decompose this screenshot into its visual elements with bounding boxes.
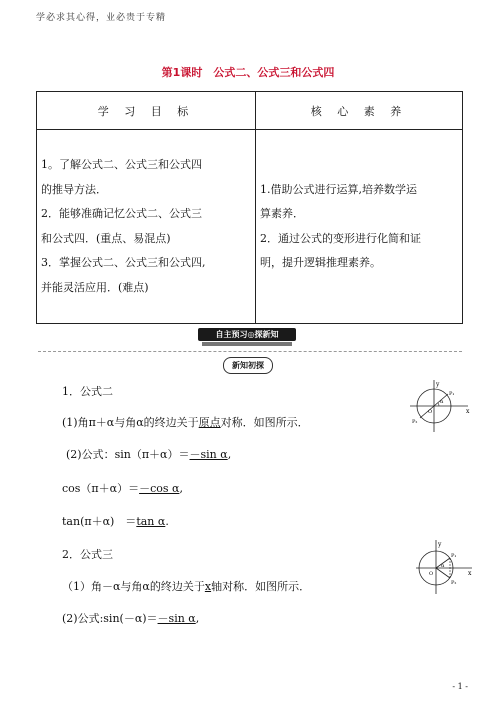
goal-line: 的推导方法． bbox=[41, 182, 107, 196]
lesson-title: 第1课时 公式二、公式三和公式四 bbox=[161, 66, 335, 79]
banner-label: 自主预习◎探新知 bbox=[198, 328, 296, 341]
answer-blank: －cos α bbox=[139, 482, 180, 495]
fig2-y-label: y bbox=[438, 541, 442, 548]
goal-line: 1。了解公式二、公式三和公式四 bbox=[41, 158, 202, 171]
banner-subline bbox=[202, 342, 292, 346]
literacy-cell bbox=[256, 130, 463, 324]
text: 轴对称．如图所示． bbox=[211, 580, 311, 593]
text: (1)角π＋α与角α的终边关于 bbox=[62, 416, 199, 429]
fig1-p2-label: P₂ bbox=[412, 419, 418, 425]
goals-table bbox=[36, 91, 463, 324]
table-head-goals: 学 习 目 标 bbox=[37, 92, 256, 130]
answer-blank: －sin α bbox=[157, 612, 196, 625]
text: (2)公式:sin(－α)＝ bbox=[62, 612, 158, 625]
fig1-p1-label: P₁ bbox=[449, 391, 455, 397]
fig2-p1-label: P₁ bbox=[451, 553, 457, 559]
fig2-origin-label: O bbox=[429, 571, 434, 577]
literacy-line: 2．通过公式的变形进行化简和证 bbox=[260, 231, 421, 245]
fig1-origin-label: O bbox=[428, 409, 433, 415]
text: , bbox=[195, 612, 200, 625]
text: （1）角－α与角α的终边关于 bbox=[62, 580, 205, 593]
text: . bbox=[165, 515, 169, 528]
fig1-alpha-label: α bbox=[440, 399, 444, 405]
answer-blank: 原点 bbox=[198, 416, 221, 429]
item1-line4 bbox=[62, 513, 169, 529]
answer-blank: －sin α bbox=[189, 448, 228, 461]
goal-line: 并能灵活应用．(难点) bbox=[41, 280, 149, 294]
table-head-literacy: 核 心 素 养 bbox=[256, 92, 463, 130]
unit-circle-x-axis-symmetry-figure bbox=[414, 538, 474, 596]
text: tan(π＋α) ＝ bbox=[62, 515, 137, 528]
text: , bbox=[179, 482, 183, 495]
item1-line1 bbox=[62, 414, 309, 430]
goal-line: 2．能够准确记忆公式二、公式三 bbox=[41, 207, 202, 220]
section-banner bbox=[130, 326, 362, 350]
fig1-y-label: y bbox=[436, 381, 440, 388]
header-note: 学必求其心得，业必贵于专精 bbox=[36, 13, 167, 23]
text: 对称．如图所示． bbox=[220, 416, 309, 429]
text: , bbox=[227, 448, 232, 461]
item2-line2 bbox=[62, 610, 199, 626]
fig1-x-label: x bbox=[466, 408, 470, 415]
section-tag: 新知初探 bbox=[223, 357, 273, 374]
dashed-divider bbox=[38, 351, 462, 352]
fig2-p2-label: P₂ bbox=[451, 580, 457, 586]
unit-circle-origin-symmetry-figure bbox=[408, 378, 472, 434]
goal-line: 3．掌握公式二、公式三和公式四, bbox=[41, 256, 206, 269]
answer-blank: x bbox=[204, 580, 212, 593]
fig2-x-label: x bbox=[468, 570, 472, 577]
literacy-line: 明，提升逻辑推理素养。 bbox=[260, 256, 381, 269]
item1-line2 bbox=[66, 446, 231, 462]
item1-title: 1．公式二 bbox=[62, 385, 113, 398]
item2-line1 bbox=[62, 578, 310, 594]
text: cos（π＋α）＝ bbox=[62, 482, 140, 495]
item2-title: 2．公式三 bbox=[62, 548, 113, 561]
literacy-line: 算素养． bbox=[260, 207, 304, 220]
item1-line3 bbox=[62, 480, 183, 496]
text: (2)公式：sin（π＋α）＝ bbox=[66, 448, 190, 461]
page-number: - 1 - bbox=[452, 682, 468, 691]
fig2-alpha-label: α bbox=[441, 563, 445, 569]
goals-cell bbox=[37, 130, 256, 324]
goal-line: 和公式四．(重点、易混点) bbox=[41, 231, 171, 245]
literacy-line: 1.借助公式进行运算,培养数学运 bbox=[260, 182, 417, 196]
answer-blank: tan α bbox=[136, 515, 166, 528]
